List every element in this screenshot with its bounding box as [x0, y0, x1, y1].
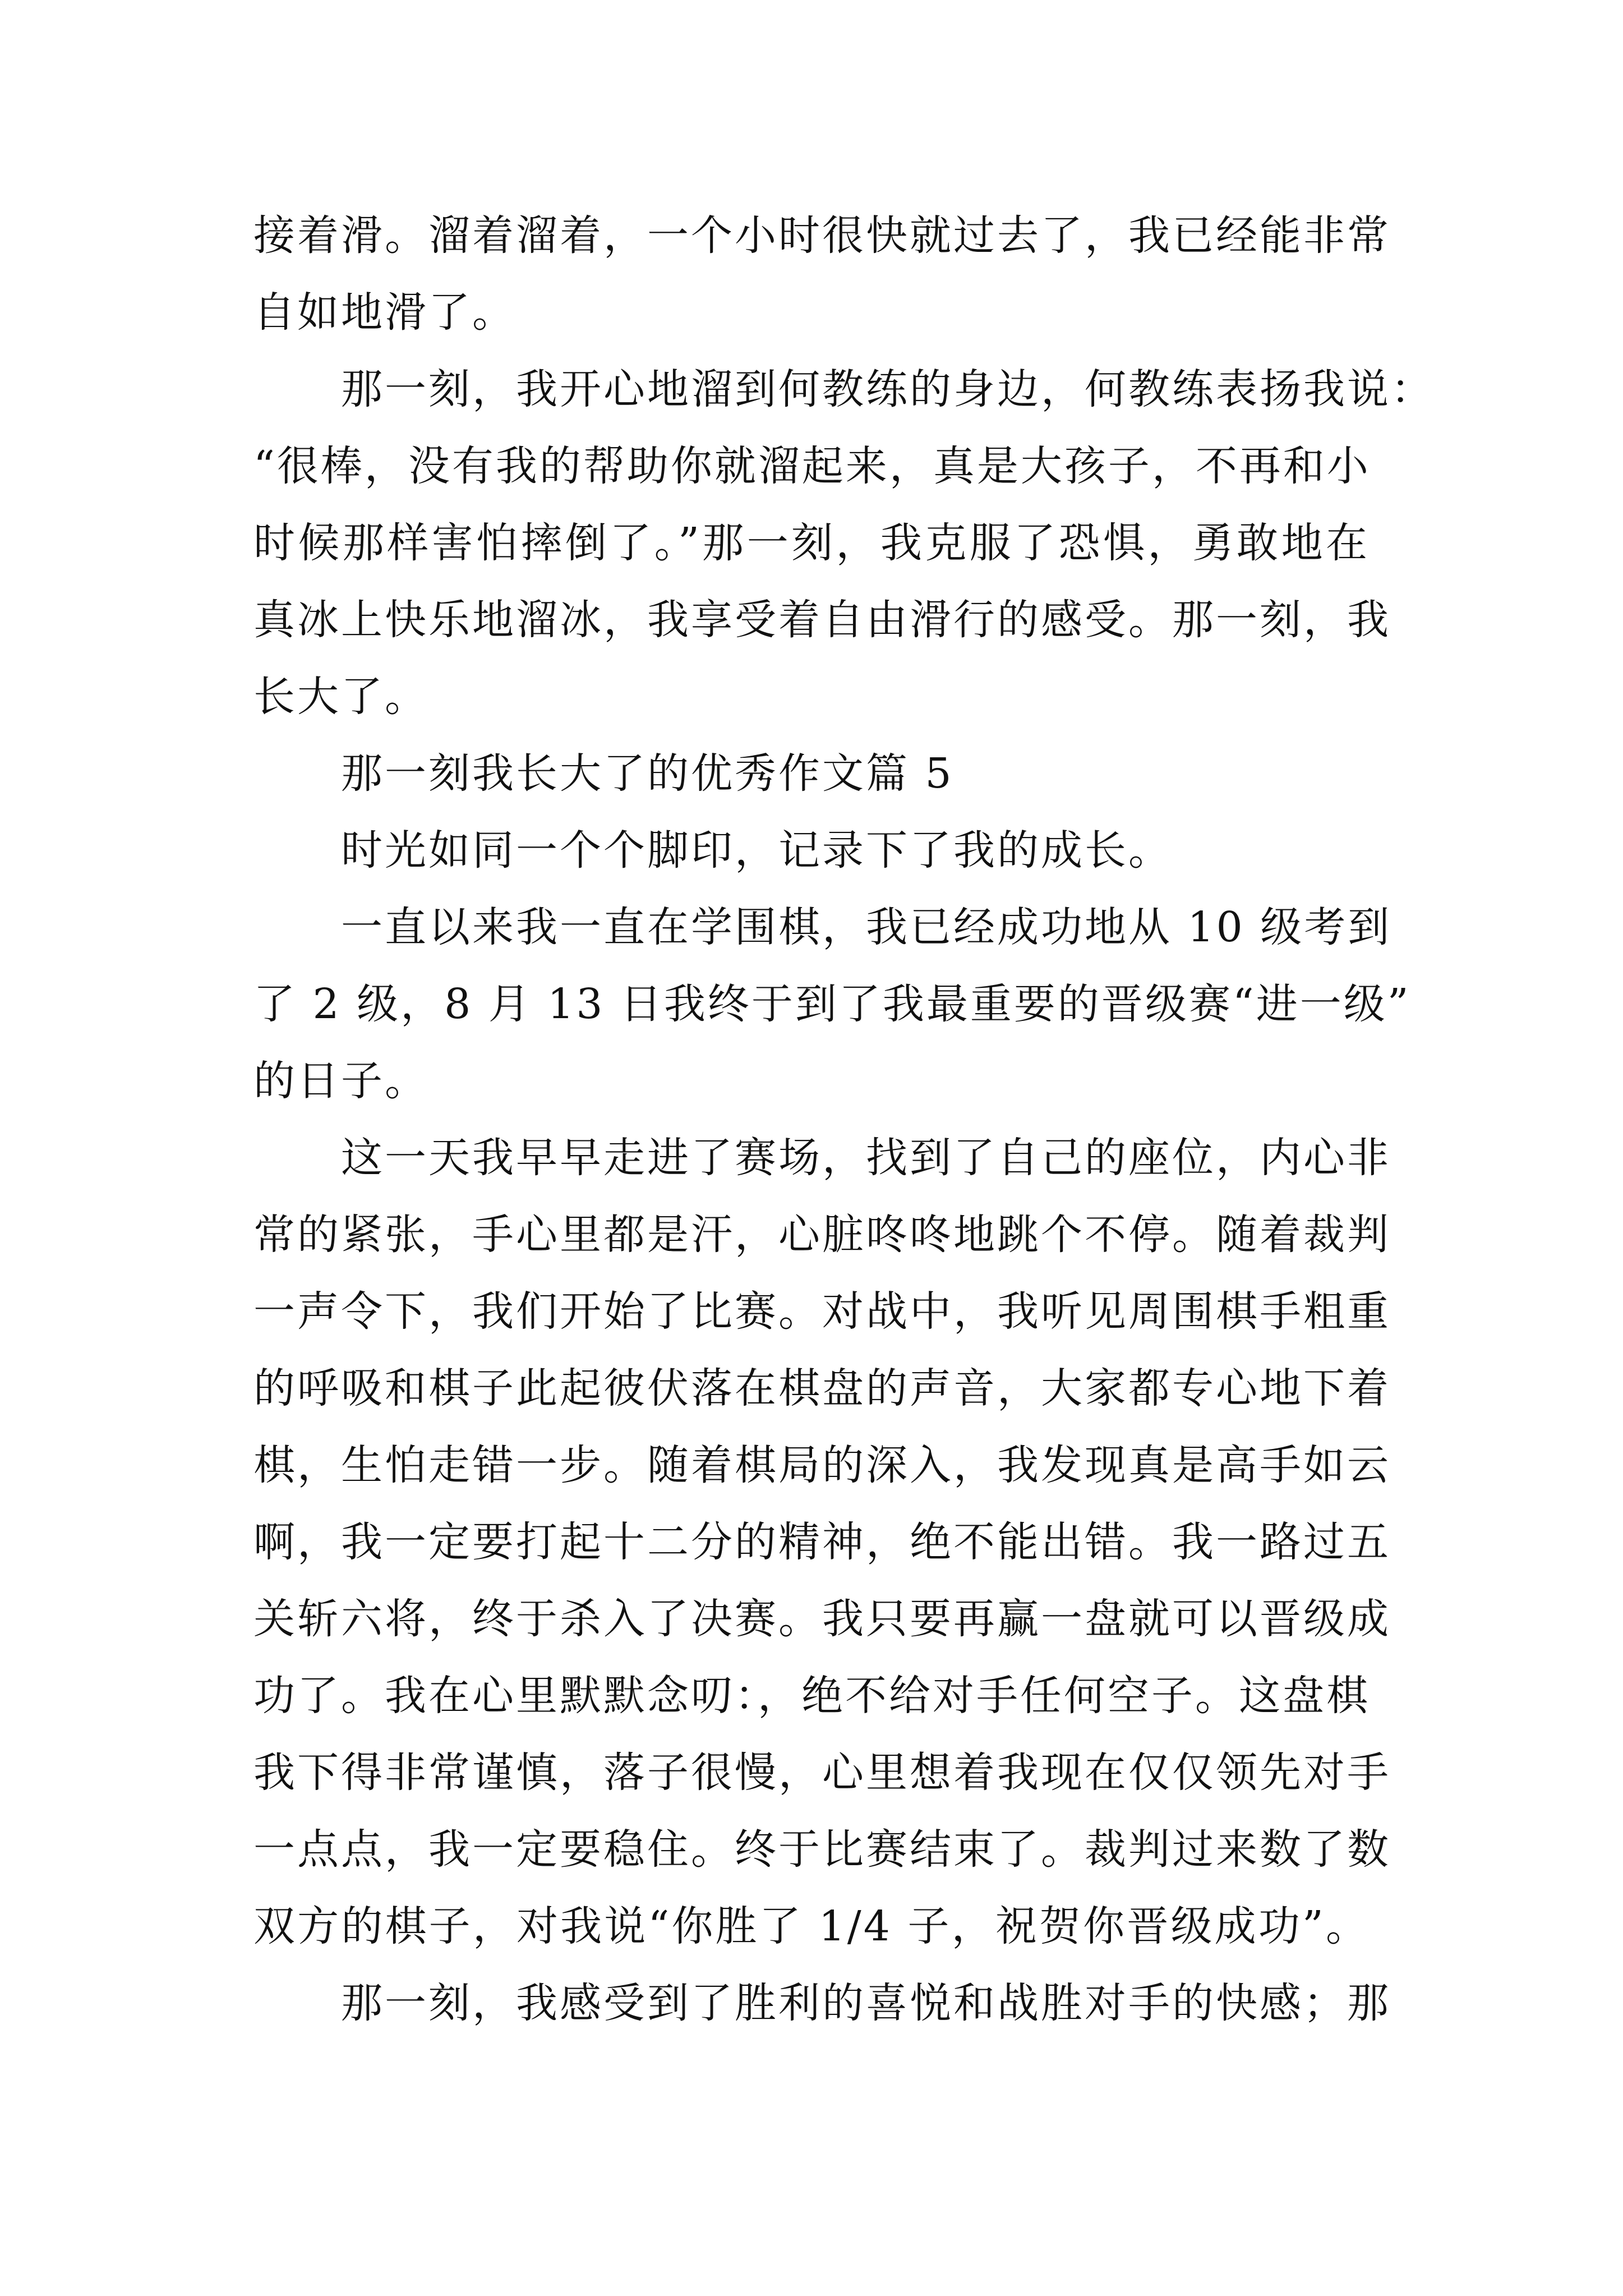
- text-line: 的呼吸和棋子此起彼伏落在棋盘的声音，大家都专心地下着: [253, 1364, 1391, 1412]
- text-line: 真冰上快乐地溜冰，我享受着自由滑行的感受。那一刻，我: [253, 596, 1391, 644]
- text-line: 时候那样害怕摔倒了。”那一刻，我克服了恐惧，勇敢地在: [253, 519, 1370, 567]
- text-line: 自如地滑了。: [253, 288, 516, 337]
- document-body: [253, 197, 1435, 2042]
- text-line: 一声令下，我们开始了比赛。对战中，我听见周围棋手粗重: [253, 1287, 1391, 1336]
- text-line: 了 2 级，8 月 13 日我终于到了我最重要的晋级赛“进一级”: [253, 980, 1411, 1028]
- text-line: 接着滑。溜着溜着，一个小时很快就过去了，我已经能非常: [253, 211, 1391, 260]
- text-line: 我下得非常谨慎，落子很慢，心里想着我现在仅仅领先对手: [253, 1749, 1391, 1797]
- paragraph-start-line: 那一刻，我感受到了胜利的喜悦和战胜对手的快感；那: [341, 1979, 1391, 2027]
- text-line: 功了。我在心里默默念叨：，绝不给对手任何空子。这盘棋: [253, 1672, 1370, 1720]
- text-line: “很棒，没有我的帮助你就溜起来，真是大孩子，不再和小: [253, 442, 1371, 490]
- text-line: 双方的棋子，对我说“你胜了 1/4 子，祝贺你晋级成功”。: [253, 1902, 1370, 1950]
- text-line: 常的紧张，手心里都是汗，心脏咚咚地跳个不停。随着裁判: [253, 1211, 1391, 1259]
- paragraph-start-line: 时光如同一个个脚印，记录下了我的成长。: [341, 826, 1172, 875]
- text-line: 长大了。: [253, 673, 428, 721]
- paragraph-start-line: 这一天我早早走进了赛场，找到了自己的座位，内心非: [341, 1134, 1391, 1182]
- text-line: 棋，生怕走错一步。随着棋局的深入，我发现真是高手如云: [253, 1441, 1391, 1489]
- section-heading: 那一刻我长大了的优秀作文篇 5: [341, 749, 954, 798]
- text-line: 一点点，我一定要稳住。终于比赛结束了。裁判过来数了数: [253, 1825, 1391, 1874]
- paragraph-start-line: 一直以来我一直在学围棋，我已经成功地从 10 级考到: [341, 903, 1392, 951]
- text-line: 的日子。: [253, 1057, 428, 1105]
- text-line: 啊，我一定要打起十二分的精神，绝不能出错。我一路过五: [253, 1518, 1391, 1566]
- paragraph-start-line: 那一刻，我开心地溜到何教练的身边，何教练表扬我说：: [341, 365, 1435, 413]
- text-line: 关斩六将，终于杀入了决赛。我只要再赢一盘就可以晋级成: [253, 1595, 1391, 1643]
